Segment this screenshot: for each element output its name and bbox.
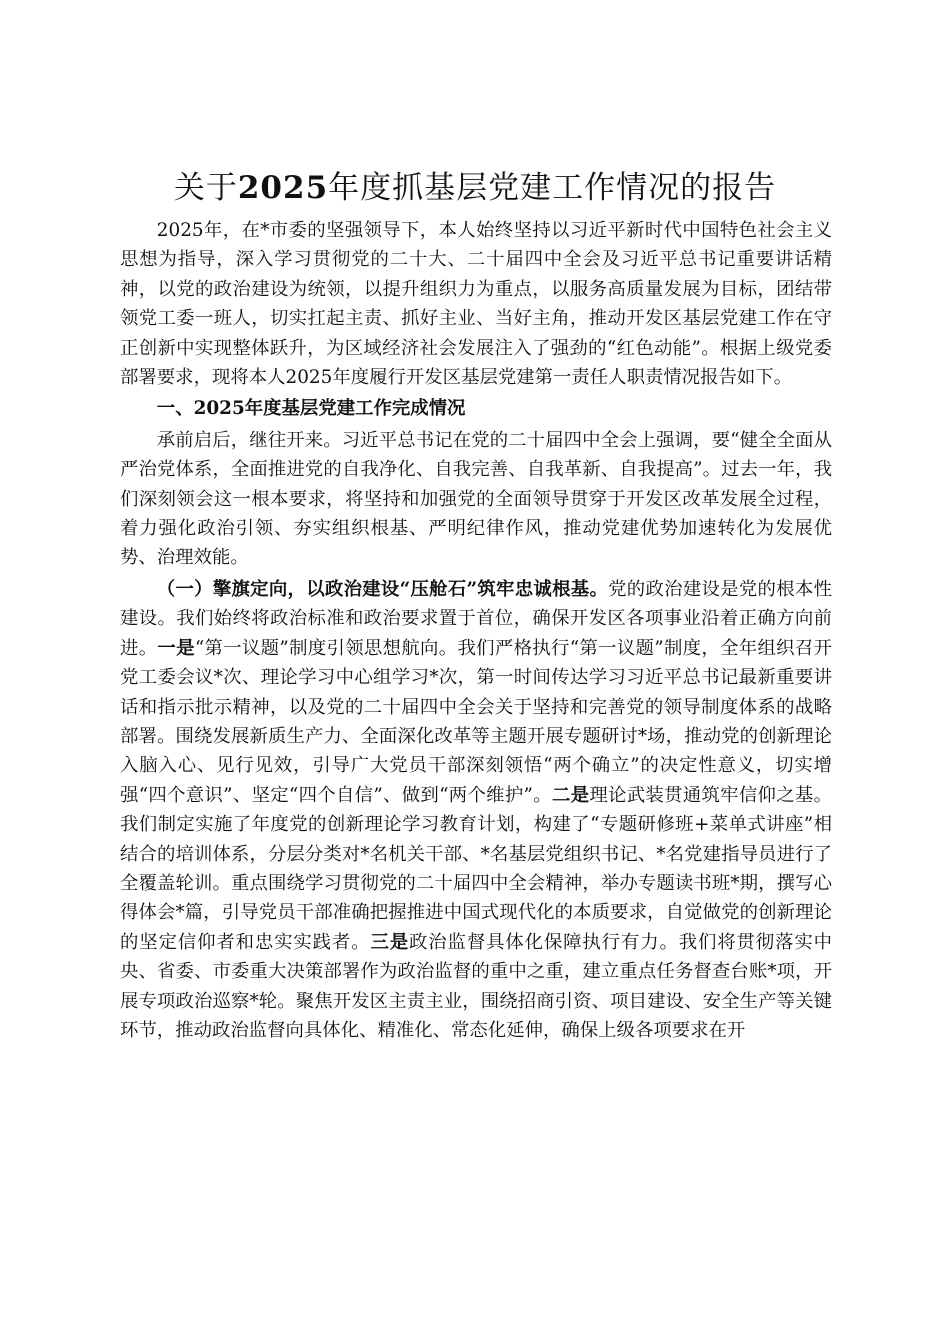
title-prefix: 关于 — [173, 170, 238, 206]
document-body — [120, 216, 832, 1045]
point-label-3: 三是 — [370, 931, 410, 953]
section-paragraph: 承前启后，继往开来。习近平总书记在党的二十届四中全会上强调，要“健全全面从严治党体系，全面推进党的自我净化、自我完善、自我革新、自我提高”。过去一年，我们深刻领会这一根本要求，将坚持和加强党的全面领导贯穿于开发区改革发展全过程，着力强化政治引领、夯实组织根基、严明纪律作风，推动党建优势加速转化为发展优势、治理效能。 — [120, 429, 832, 569]
point-text-3: 政治监督具体化保障执行有力。我们将贯彻落实中央、省委、市委重大决策部署作为政治监督的重中之重，建立重点任务督查台账*项，开展专项政治巡察*轮。聚焦开发区主责主业，围绕招商引资、项目建设、安全生产等关键环节，推动政治监督向具体化、精准化、常态化延伸，确保上级各项要求在开 — [120, 931, 832, 1041]
page-title — [0, 166, 950, 210]
subsection-heading: （一）擎旗定向，以政治建设“压舱石”筑牢忠诚根基。 — [156, 578, 609, 600]
point-label-1: 一是 — [157, 637, 195, 659]
title-year: 2025 — [237, 170, 329, 206]
point-text-1: “第一议题”制度引领思想航向。我们严格执行“第一议题”制度，全年组织召开党工委会议*次、理论学习中心组学习*次，第一时间传达学习习近平总书记最新重要讲话和指示批示精神，以及党的二十届四中全会关于坚持和完善党的领导制度体系的战略部署。围绕发展新质生产力、全面深化改革等主题开展专题研讨*场，推动党的创新理论入脑入心、见行见效，引导广大党员干部深刻领悟“两个确立”的决定性意义，切实增强“四个意识”、坚定“四个自信”、做到“两个维护”。 — [120, 637, 832, 806]
point-label-2: 二是 — [551, 784, 590, 806]
section-heading: 一、2025年度基层党建工作完成情况 — [156, 398, 466, 420]
subsection-paragraph — [120, 575, 832, 1046]
point-text-2: 理论武装贯通筑牢信仰之基。我们制定实施了年度党的创新理论学习教育计划，构建了“专题研修班+菜单式讲座”相结合的培训体系，分层分类对*名机关干部、*名基层党组织书记、*名党建指导员进行了全覆盖轮训。重点围绕学习贯彻党的二十届四中全会精神，举办专题读书班*期，撰写心得体会*篇，引导党员干部准确把握推进中国式现代化的本质要求，自觉做党的创新理论的坚定信仰者和忠实实践者。 — [120, 784, 832, 953]
intro-paragraph: 2025年，在*市委的坚强领导下，本人始终坚持以习近平新时代中国特色社会主义思想为指导，深入学习贯彻党的二十大、二十届四中全会及习近平总书记重要讲话精神，以党的政治建设为统领，以提升组织力为重点，以服务高质量发展为目标，团结带领党工委一班人，切实扛起主责、抓好主业、当好主角，推动开发区基层党建工作在守正创新中实现整体跃升，为区域经济社会发展注入了强劲的“红色动能”。根据上级党委部署要求，现将本人2025年度履行开发区基层党建第一责任人职责情况报告如下。 — [120, 220, 832, 389]
title-suffix: 年度抓基层党建工作情况的报告 — [328, 170, 777, 206]
subsection-text: 党的政治建设是党的根本性建设。我们始终将政治标准和政治要求置于首位，确保开发区各项事业沿着正确方向前进。 — [120, 578, 832, 659]
